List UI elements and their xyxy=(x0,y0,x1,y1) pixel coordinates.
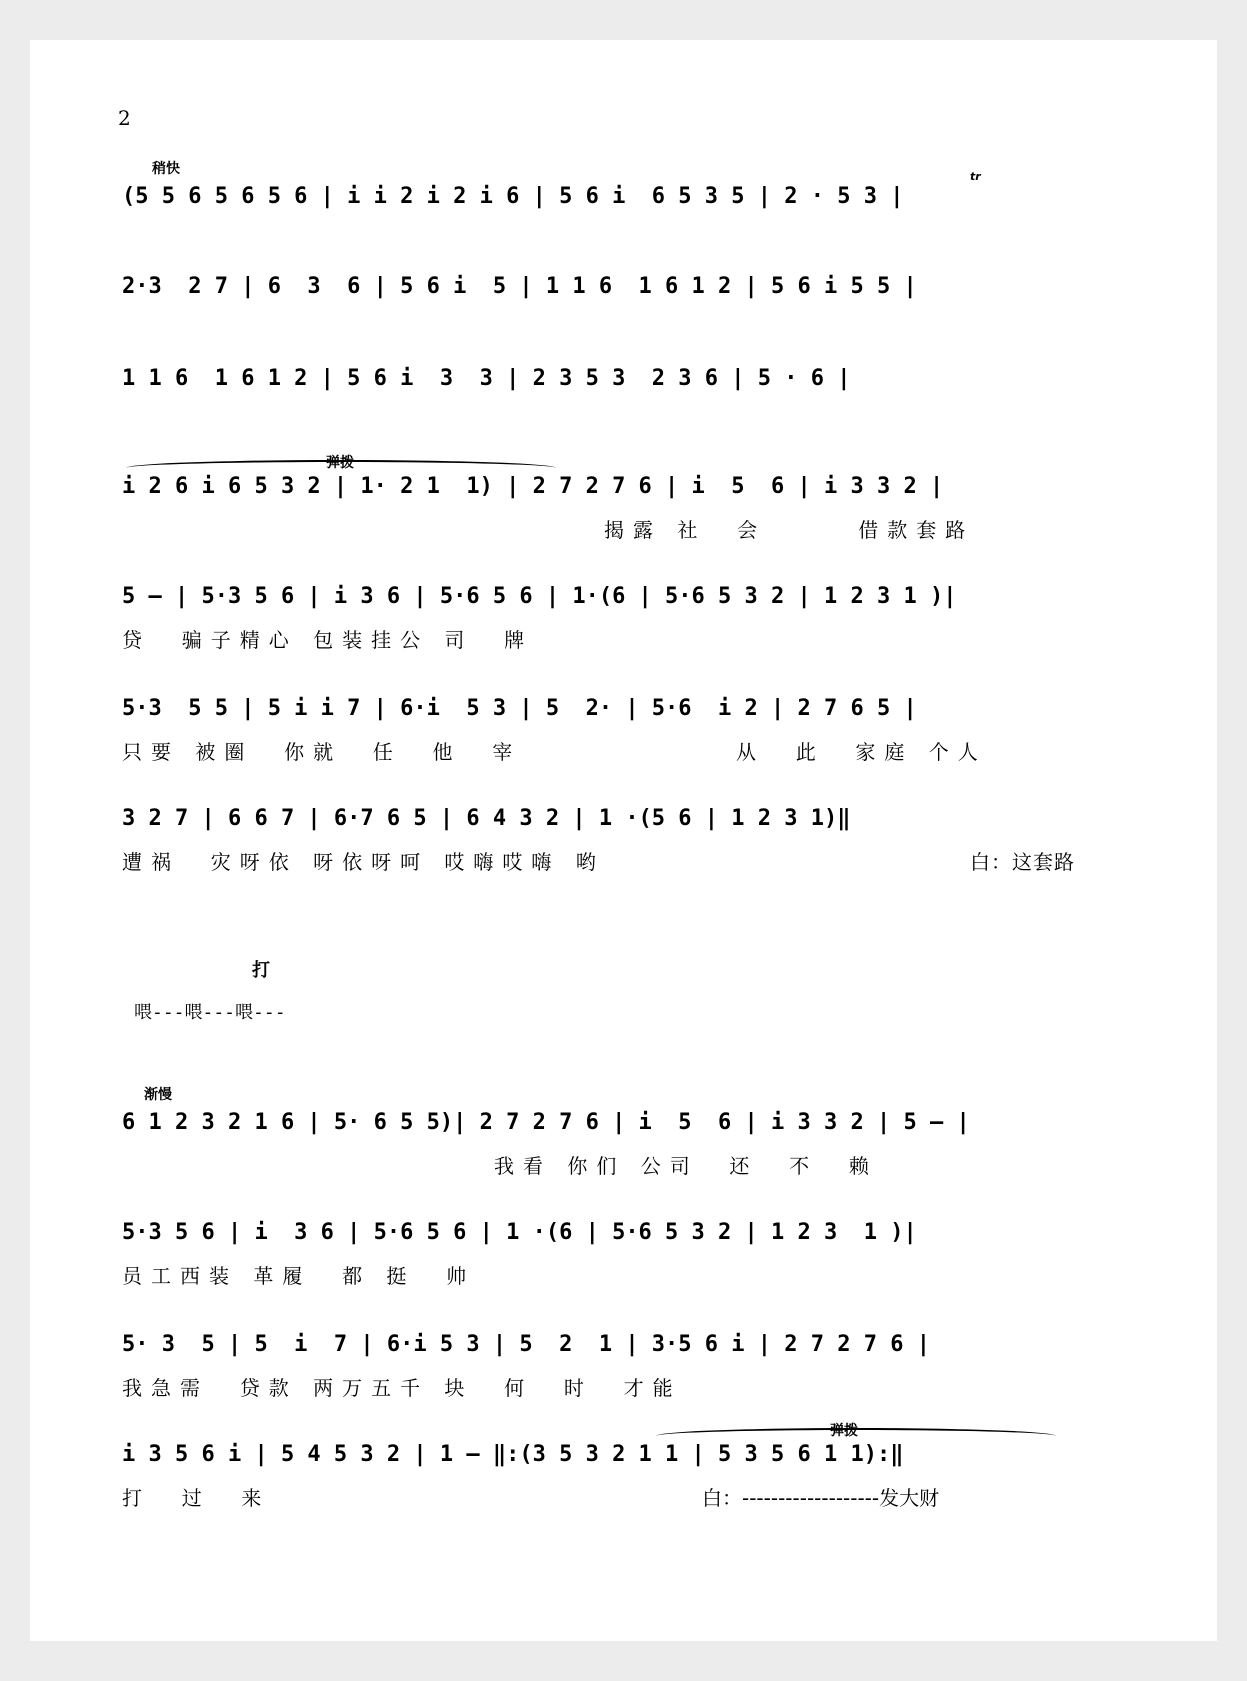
score-page xyxy=(30,40,1217,1641)
lyric-row-6b: 从 此 家庭 个人 xyxy=(736,740,987,764)
speech-get-rich: 白：-------------------发大财 xyxy=(702,1486,940,1510)
lyric-row-10: 我急需 贷款 两万五千 块 何 时 才能 xyxy=(122,1376,682,1400)
trill-mark: tr xyxy=(970,170,981,183)
notation-row-5: 5 — | 5·3 5 6 | i 3 6 | 5·6 5 6 | 1·(6 | 5·6 5 3 2 | 1 2 3 1 )| xyxy=(122,584,957,609)
notation-row-2: 2·3 2 7 | 6 3 6 | 5 6 i 5 | 1 1 6 1 6 1 2 | 5 6 i 5 5 | xyxy=(122,274,917,299)
notation-row-1: (5 5 6 5 6 5 6 | i i 2 i 2 i 6 | 5 6 i 6 5 3 5 | 2 · 5 3 | xyxy=(122,184,904,209)
notation-row-9: 5·3 5 6 | i 3 6 | 5·6 5 6 | 1 ·(6 | 5·6 5 3 2 | 1 2 3 1 )| xyxy=(122,1220,917,1245)
notation-row-11: i 3 5 6 i | 5 4 5 3 2 | 1 — ‖:(3 5 3 2 1 1 | 5 3 5 6 1 1):‖ xyxy=(122,1442,904,1467)
lyric-row-6a: 只要 被圈 你就 任 他 宰 xyxy=(122,740,522,764)
notation-row-3: 1 1 6 1 6 1 2 | 5 6 i 3 3 | 2 3 5 3 2 3 6 | 5 · 6 | xyxy=(122,366,851,391)
da-mark: 打 xyxy=(252,960,270,981)
notation-row-6: 5·3 5 5 | 5 i i 7 | 6·i 5 3 | 5 2· | 5·6 i 2 | 2 7 6 5 | xyxy=(122,696,917,721)
speech-this-scheme: 白：这套路 xyxy=(970,850,1075,874)
tempo-mark-slightly-fast: 稍快 xyxy=(152,161,180,177)
tanbo-mark-2: 弹拨 xyxy=(830,1423,858,1439)
lyric-row-9: 员工西装 革履 都 挺 帅 xyxy=(122,1264,476,1288)
lyric-row-4: 揭露 社 会 借款套路 xyxy=(604,518,975,542)
notation-row-4: i 2 6 i 6 5 3 2 | 1· 2 1 1) | 2 7 2 7 6 | i 5 6 | i 3 3 2 | xyxy=(122,474,944,499)
lyric-row-7: 遭祸 灾呀依 呀依呀呵 哎嗨哎嗨 哟 xyxy=(122,850,605,874)
lyric-row-5: 贷 骗子精心 包装挂公 司 牌 xyxy=(122,628,534,652)
lyric-row-11: 打 过 来 xyxy=(122,1486,271,1510)
tempo-mark-gradually-slower: 渐慢 xyxy=(144,1087,172,1103)
page-number: 2 xyxy=(118,106,131,130)
lyric-row-8: 我看 你们 公司 还 不 赖 xyxy=(494,1154,878,1178)
call-wei: 喂---喂---喂--- xyxy=(134,1002,286,1023)
notation-row-10: 5· 3 5 | 5 i 7 | 6·i 5 3 | 5 2 1 | 3·5 6 i | 2 7 2 7 6 | xyxy=(122,1332,930,1357)
notation-row-8: 6 1 2 3 2 1 6 | 5· 6 5 5)| 2 7 2 7 6 | i 5 6 | i 3 3 2 | 5 — | xyxy=(122,1110,970,1135)
tanbo-mark-1: 弹拨 xyxy=(326,455,354,471)
notation-row-7: 3 2 7 | 6 6 7 | 6·7 6 5 | 6 4 3 2 | 1 ·(5 6 | 1 2 3 1)‖ xyxy=(122,806,851,831)
